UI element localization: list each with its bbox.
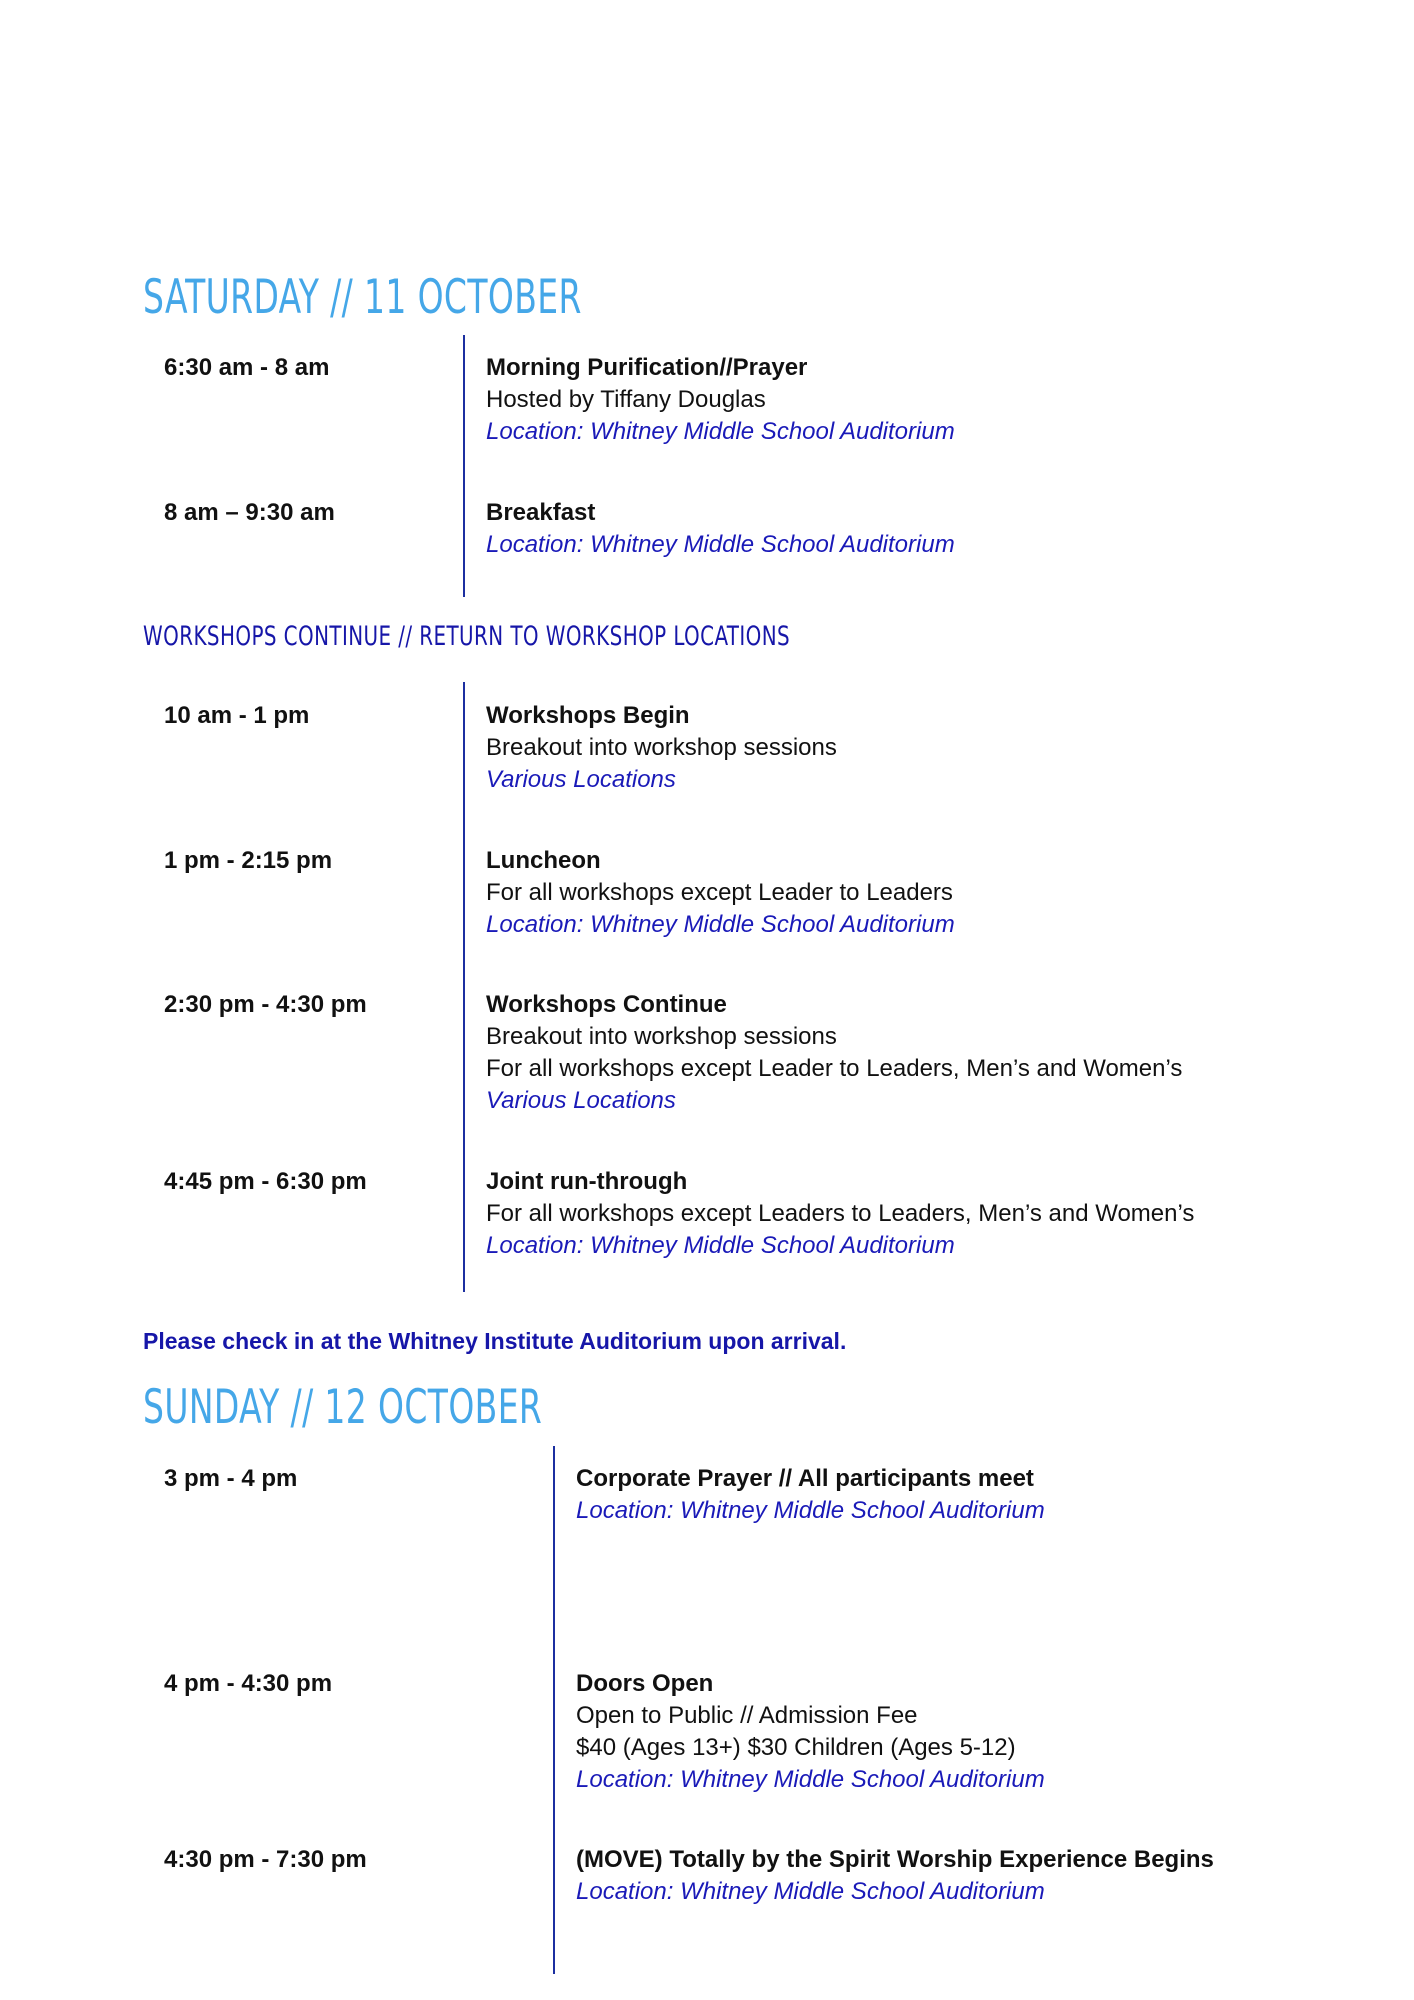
event-details — [486, 497, 955, 561]
event-location: Location: Whitney Middle School Auditorium — [486, 531, 955, 558]
event-title: Joint run-through — [486, 1168, 688, 1195]
check-in-note: Please check in at the Whitney Institute Auditorium upon arrival. — [143, 1328, 847, 1354]
event-time: 3 pm - 4 pm — [164, 1465, 298, 1492]
event-title: Workshops Begin — [486, 702, 690, 729]
event-title: Doors Open — [576, 1670, 714, 1697]
event-description: $40 (Ages 13+) $30 Children (Ages 5-12) — [576, 1734, 1016, 1761]
workshops-subheading: WORKSHOPS CONTINUE // RETURN TO WORKSHOP LOCATIONS — [143, 621, 791, 652]
timeline-divider-sunday — [553, 1446, 555, 1974]
event-details — [486, 1166, 1194, 1262]
event-location: Location: Whitney Middle School Auditorium — [576, 1766, 1045, 1793]
event-description: Breakout into workshop sessions — [486, 734, 837, 761]
event-title: Corporate Prayer // All participants meet — [576, 1465, 1034, 1492]
event-description: For all workshops except Leaders to Leaders, Men’s and Women’s — [486, 1200, 1195, 1227]
event-location: Location: Whitney Middle School Auditorium — [486, 1232, 955, 1259]
event-title: Workshops Continue — [486, 991, 727, 1018]
event-location: Location: Whitney Middle School Auditorium — [486, 911, 955, 938]
event-location: Location: Whitney Middle School Auditorium — [576, 1878, 1045, 1905]
event-description: Hosted by Tiffany Douglas — [486, 386, 766, 413]
event-details — [576, 1463, 1045, 1527]
event-description: For all workshops except Leader to Leaders — [486, 879, 953, 906]
event-time: 4:30 pm - 7:30 pm — [164, 1846, 367, 1873]
event-location: Various Locations — [486, 766, 676, 793]
event-title: Luncheon — [486, 847, 601, 874]
timeline-divider-saturday-morning — [463, 335, 465, 597]
event-description: Breakout into workshop sessions — [486, 1023, 837, 1050]
event-details — [486, 845, 955, 941]
sunday-heading: SUNDAY // 12 OCTOBER — [143, 1380, 543, 1435]
event-title: Morning Purification//Prayer — [486, 354, 808, 381]
event-details — [486, 989, 1182, 1117]
event-time: 4:45 pm - 6:30 pm — [164, 1168, 367, 1195]
event-time: 8 am – 9:30 am — [164, 499, 335, 526]
event-details — [576, 1844, 1216, 1908]
event-details — [576, 1668, 1045, 1796]
event-time: 2:30 pm - 4:30 pm — [164, 991, 367, 1018]
event-title: Breakfast — [486, 499, 596, 526]
event-time: 10 am - 1 pm — [164, 702, 310, 729]
event-time: 1 pm - 2:15 pm — [164, 847, 333, 874]
event-time: 6:30 am - 8 am — [164, 354, 330, 381]
event-description: For all workshops except Leader to Leaders, Men’s and Women’s — [486, 1055, 1183, 1082]
timeline-divider-saturday-workshops — [463, 682, 465, 1292]
event-details — [486, 352, 955, 448]
event-time: 4 pm - 4:30 pm — [164, 1670, 333, 1697]
saturday-heading: SATURDAY // 11 OCTOBER — [143, 270, 582, 325]
event-location: Location: Whitney Middle School Auditorium — [576, 1497, 1045, 1524]
event-location: Various Locations — [486, 1087, 676, 1114]
event-details — [486, 700, 837, 796]
event-title: (MOVE) Totally by the Spirit Worship Experience Begins — [576, 1846, 1214, 1873]
event-description: Open to Public // Admission Fee — [576, 1702, 918, 1729]
event-location: Location: Whitney Middle School Auditorium — [486, 418, 955, 445]
